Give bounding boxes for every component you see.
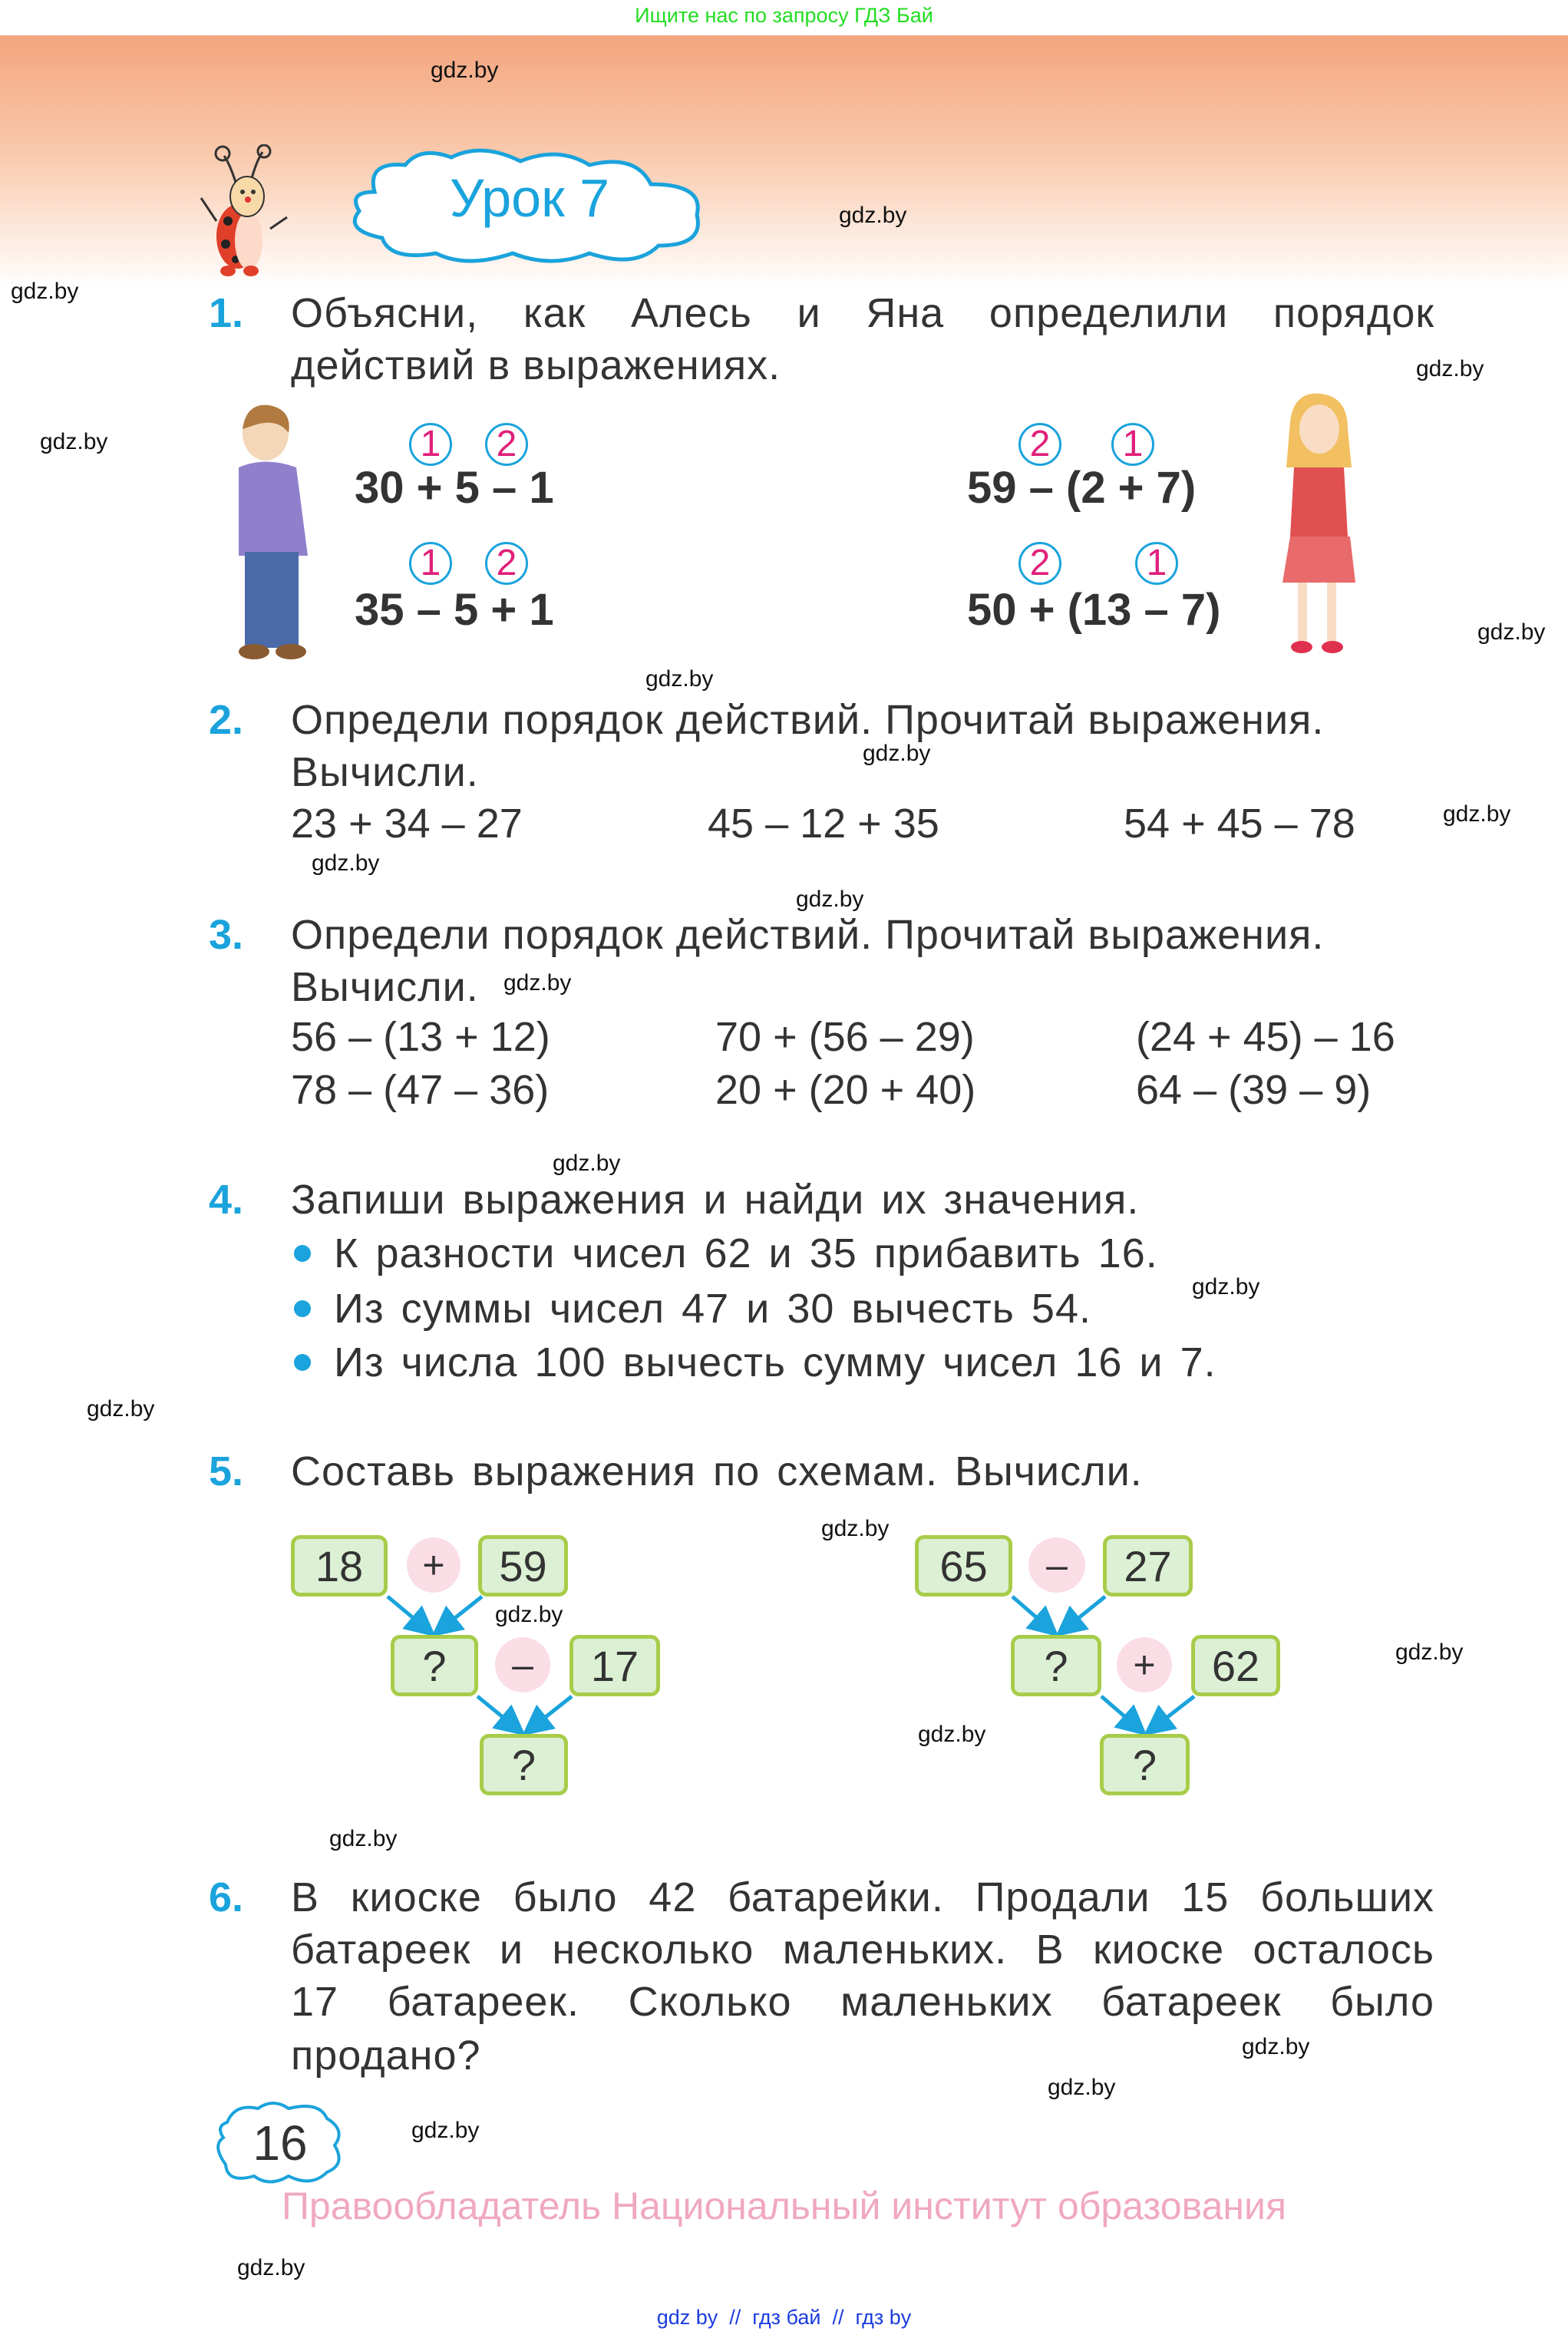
task-number: 5. (209, 1448, 244, 1494)
scheme-box: ? (1100, 1734, 1190, 1795)
expression: 56 – (13 + 12) (291, 1014, 550, 1060)
watermark: gdz.by (1416, 356, 1484, 381)
order-circle: 1 (1111, 423, 1154, 466)
task-text: Запиши выражения и найди их значения. (291, 1177, 1140, 1223)
page-number: 16 (253, 2115, 308, 2171)
watermark: gdz.by (1477, 619, 1546, 645)
expression: 78 – (47 – 36) (291, 1067, 550, 1113)
watermark: gdz.by (839, 203, 907, 228)
arrow (388, 1597, 430, 1632)
order-circle: 1 (409, 423, 452, 466)
task-text: Вычисли. (291, 964, 479, 1010)
arrow (477, 1696, 520, 1731)
watermark: gdz.by (11, 279, 79, 304)
lesson-title: Урок 7 (449, 168, 610, 228)
expression: 50 + (13 – 7) (967, 585, 1221, 635)
scheme-box: 59 (478, 1535, 568, 1597)
task-text: батареек и несколько маленьких. В киоске осталось (291, 1927, 1434, 1973)
task-number: 6. (209, 1874, 244, 1920)
order-circle: 2 (1018, 542, 1061, 585)
scheme-box: ? (391, 1635, 478, 1696)
scheme-box: 27 (1103, 1535, 1193, 1597)
watermark: gdz.by (645, 666, 714, 692)
scheme-box: 62 (1191, 1635, 1280, 1696)
arrow (528, 1696, 572, 1731)
watermark: gdz.by (503, 970, 572, 996)
copyright: Правообладатель Национальный институт образования (281, 2184, 1287, 2227)
watermark: gdz.by (40, 429, 108, 454)
bullet-text: Из суммы чисел 47 и 30 вычесть 54. (334, 1286, 1091, 1332)
task-text: продано? (291, 2033, 481, 2079)
watermark: gdz.by (1395, 1640, 1464, 1665)
watermark: gdz.by (237, 2255, 305, 2280)
order-circle: 2 (485, 423, 528, 466)
operator-circle: – (495, 1637, 550, 1692)
watermark: gdz.by (796, 887, 864, 912)
expression: 20 + (20 + 40) (715, 1067, 976, 1113)
watermark: gdz.by (1192, 1274, 1260, 1299)
watermark: gdz.by (821, 1516, 890, 1541)
watermark: gdz.by (431, 58, 499, 83)
watermark: gdz.by (1242, 2034, 1310, 2059)
watermark: gdz.by (312, 850, 380, 876)
task-text: действий в выражениях. (291, 342, 781, 388)
order-circle: 2 (1018, 423, 1061, 466)
expression: 70 + (56 – 29) (715, 1014, 975, 1060)
operator-circle: + (407, 1537, 460, 1593)
watermark: gdz.by (1443, 801, 1511, 827)
bullet-text: К разности чисел 62 и 35 прибавить 16. (334, 1230, 1158, 1276)
scheme-box: 18 (291, 1535, 388, 1597)
task-text: Вычисли. (291, 749, 479, 795)
footer-links[interactable]: gdz by // гдз бай // гдз by (656, 2306, 912, 2329)
watermark: gdz.by (1048, 2075, 1116, 2100)
expression: 45 – 12 + 35 (708, 801, 939, 847)
expression: 23 + 34 – 27 (291, 801, 523, 847)
scheme-box: ? (480, 1734, 568, 1795)
watermark: gdz.by (329, 1826, 398, 1851)
bullet-text: Из числа 100 вычесть сумму чисел 16 и 7. (334, 1339, 1216, 1385)
arrow (1012, 1597, 1053, 1632)
watermark: gdz.by (87, 1396, 155, 1422)
task-text: Определи порядок действий. Прочитай выражения. (291, 912, 1325, 958)
task-text: В киоске было 42 батарейки. Продали 15 больших (291, 1874, 1434, 1920)
task-number: 1. (209, 290, 244, 336)
arrow (1150, 1696, 1194, 1731)
expression: 35 – 5 + 1 (355, 585, 554, 635)
watermark: gdz.by (495, 1602, 563, 1627)
scheme-box: 17 (569, 1635, 660, 1696)
arrow (1101, 1696, 1141, 1731)
operator-circle: + (1117, 1637, 1172, 1692)
task-number: 4. (209, 1177, 244, 1223)
task-text: Определи порядок действий. Прочитай выражения. (291, 697, 1325, 743)
task-number: 2. (209, 697, 244, 743)
watermark: gdz.by (918, 1722, 986, 1747)
order-circle: 1 (409, 542, 452, 585)
order-circle: 1 (1135, 542, 1178, 585)
order-circle: 2 (485, 542, 528, 585)
task-text: Составь выражения по схемам. Вычисли. (291, 1448, 1143, 1494)
expression: (24 + 45) – 16 (1136, 1014, 1395, 1060)
watermark: gdz.by (553, 1151, 621, 1176)
arrow (1061, 1597, 1105, 1632)
task-number: 3. (209, 912, 244, 958)
task-text: Объясни, как Алесь и Яна определили порядок (291, 290, 1434, 336)
task-text: 17 батареек. Сколько маленьких батареек было (291, 1979, 1434, 2025)
arrow (437, 1597, 482, 1632)
expression: 64 – (39 – 9) (1136, 1067, 1372, 1113)
scheme-box: 65 (915, 1535, 1012, 1597)
watermark: gdz.by (863, 741, 931, 766)
scheme-box: ? (1011, 1635, 1101, 1696)
expression: 30 + 5 – 1 (355, 463, 554, 513)
operator-circle: – (1028, 1537, 1085, 1593)
watermark: gdz.by (411, 2118, 480, 2143)
expression: 59 – (2 + 7) (967, 463, 1197, 513)
expression: 54 + 45 – 78 (1124, 801, 1355, 847)
search-banner[interactable]: Ищите нас по запросу ГДЗ Бай (0, 0, 1568, 35)
